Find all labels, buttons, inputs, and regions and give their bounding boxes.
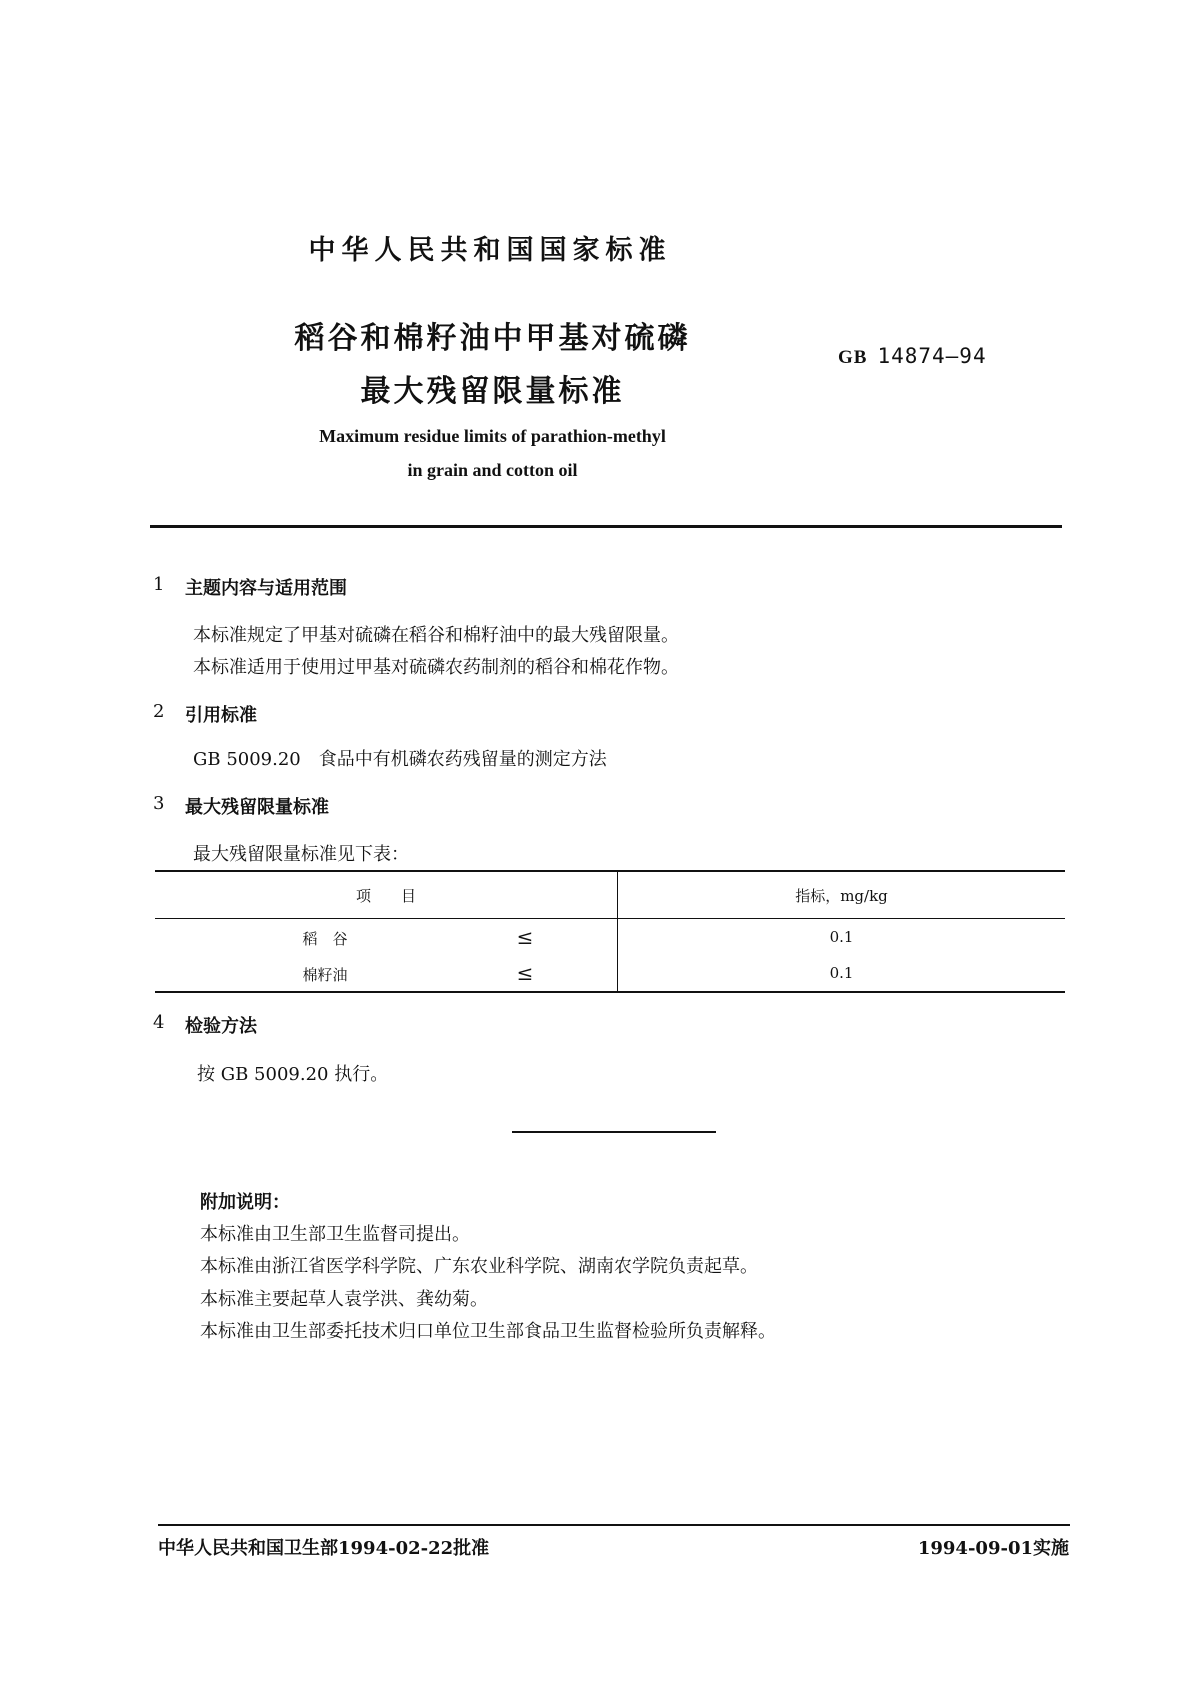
table-header-row (155, 871, 1065, 919)
section-4-paragraph: 按 GB 5009.20 执行。 (197, 1064, 389, 1085)
standard-number (838, 344, 987, 369)
header-divider (150, 525, 1062, 528)
section-2-number: 2 (153, 701, 165, 722)
item-cell (155, 919, 618, 956)
section-2-paragraph: GB 5009.20 食品中有机磷农药残留量的测定方法 (193, 749, 607, 770)
header-limit: 指标，mg/kg (795, 886, 888, 905)
title-en-line2: in grain and cotton oil (407, 460, 578, 480)
title-cn-line1: 稻谷和棉籽油中甲基对硫磷 (294, 321, 691, 356)
approval-date: 中华人民共和国卫生部1994-02-22批准 (158, 1538, 490, 1559)
less-equal-symbol: ≤ (516, 925, 534, 949)
title-en-line1: Maximum residue limits of parathion-methyl (319, 426, 666, 446)
section-3-heading: 最大残留限量标准 (185, 797, 329, 818)
note-item: 本标准主要起草人袁学洪、龚幼菊。 (200, 1289, 488, 1310)
section-2-heading: 引用标准 (185, 705, 257, 726)
title-cn-line2: 最大残留限量标准 (360, 374, 625, 409)
gb-prefix: GB (838, 347, 868, 368)
section-1-heading: 主题内容与适用范围 (185, 578, 347, 599)
gb-number: 14874—94 (877, 344, 987, 368)
residue-limits-table (155, 870, 1065, 993)
section-1-number: 1 (153, 574, 165, 595)
table-row (155, 955, 1065, 992)
implementation-date: 1994-09-01实施 (917, 1538, 1069, 1559)
notes-heading: 附加说明： (200, 1192, 290, 1213)
item-name: 稻 谷 (302, 930, 348, 948)
limit-value: 0.1 (829, 928, 854, 946)
section-3-number: 3 (153, 793, 165, 814)
end-divider (512, 1131, 716, 1133)
note-item: 本标准由卫生部委托技术归口单位卫生部食品卫生监督检验所负责解释。 (200, 1321, 776, 1342)
note-item: 本标准由浙江省医学科学院、广东农业科学院、湖南农学院负责起草。 (200, 1256, 758, 1277)
footer-divider (158, 1524, 1070, 1526)
header-item: 项 目 (155, 871, 618, 919)
limit-value: 0.1 (829, 964, 854, 982)
item-name: 棉籽油 (302, 966, 348, 984)
item-cell (155, 955, 618, 992)
section-4-number: 4 (153, 1012, 165, 1033)
national-standard-label: 中华人民共和国国家标准 (308, 235, 672, 266)
section-1-paragraph: 本标准规定了甲基对硫磷在稻谷和棉籽油中的最大残留限量。 (193, 625, 679, 646)
note-item: 本标准由卫生部卫生监督司提出。 (200, 1224, 470, 1245)
less-equal-symbol: ≤ (516, 961, 534, 985)
section-1-paragraph: 本标准适用于使用过甲基对硫磷农药制剂的稻谷和棉花作物。 (193, 657, 679, 678)
section-4-heading: 检验方法 (185, 1016, 257, 1037)
section-3-paragraph: 最大残留限量标准见下表： (193, 844, 409, 865)
table-row (155, 919, 1065, 956)
